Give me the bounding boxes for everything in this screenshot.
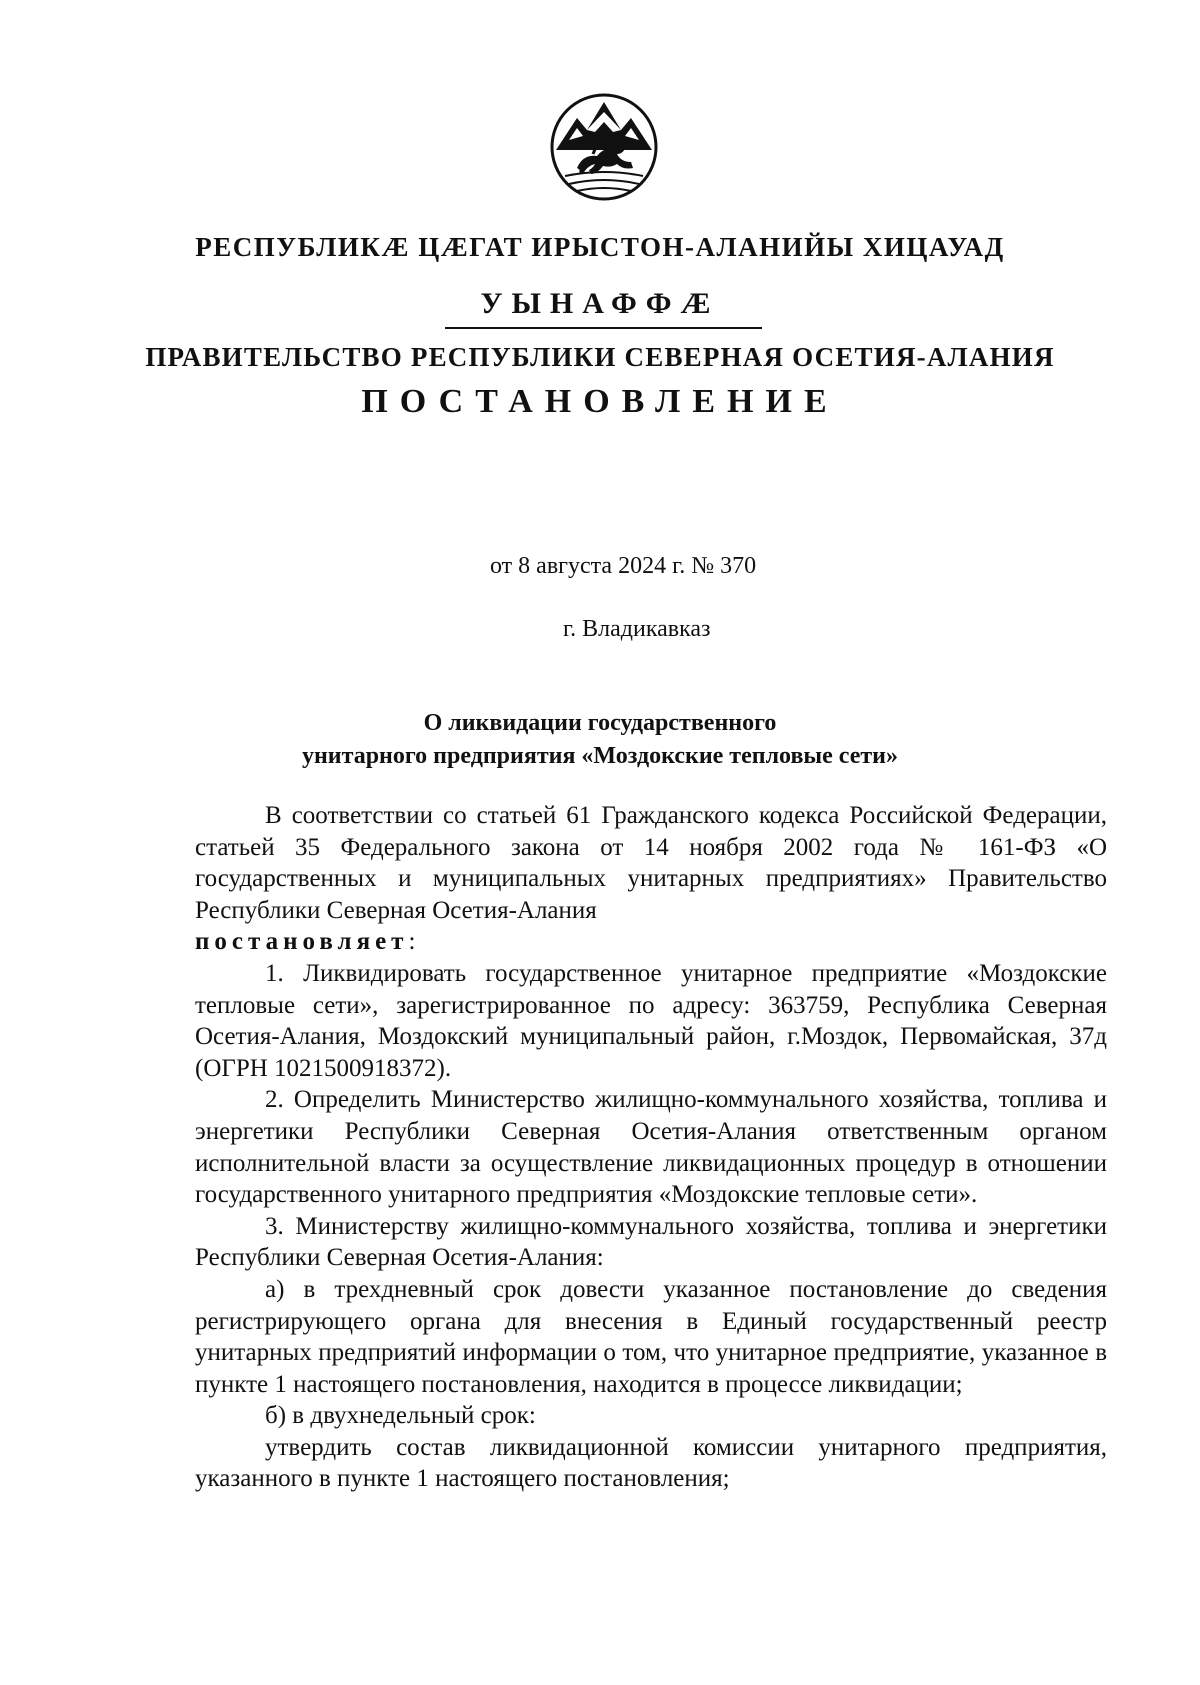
decree-word: постановляет: [195, 928, 409, 956]
document-city: г. Владикавказ: [563, 616, 711, 642]
paragraph-item-3: 3. Министерству жилищно-коммунального хозяйства, топлива и энергетики Республики Северная Осетия-Алания:: [195, 1212, 1107, 1272]
coat-of-arms-emblem: [547, 88, 661, 206]
coat-of-arms-icon: [547, 88, 661, 206]
ossetian-document-title: УЫНАФФÆ: [480, 287, 720, 320]
document-date-number: от 8 августа 2024 г. № 370: [490, 553, 757, 579]
subject-line-2: унитарного предприятия «Моздокские тепловые сети»: [301, 743, 899, 769]
ossetian-government-heading: РЕСПУБЛИКÆ ЦÆГАТ ИРЫСТОН-АЛАНИЙЫ ХИЦАУАД: [195, 232, 1005, 262]
subject-line-1: О ликвидации государственного: [423, 710, 777, 736]
document-subject: [0, 707, 1200, 773]
decree-colon: :: [408, 928, 416, 956]
preamble-paragraph: [195, 800, 1107, 958]
paragraph-item-1: 1. Ликвидировать государственное унитарное предприятие «Моздокские тепловые сети», зарегистрированное по адресу: 363759, Республика Северная Осетия-Алания, Моздокский муниципальный район, г.Моздок, Первомайская, 37д (ОГРН 1021500918372).: [195, 959, 1107, 1082]
preamble-text: В соответствии со статьей 61 Гражданского кодекса Российской Федерации, статьей 35 Федерального закона от 14 ноября 2002 года № 161-ФЗ «О государственных и муниципальных унитарных предприятиях» Правительство Республики Северная Осетия-Алания: [195, 802, 1107, 924]
paragraph-item-3a: а) в трехдневный срок довести указанное постановление до сведения регистрирующего органа для внесения в Единый государственный реестр унитарных предприятий информации о том, что унитарное предприятие, указанное в пункте 1 настоящего постановления, находится в процессе ликвидации;: [195, 1275, 1107, 1398]
paragraph-item-2: 2. Определить Министерство жилищно-коммунального хозяйства, топлива и энергетики Республики Северная Осетия-Алания ответственным органом исполнительной власти за осуществление ликвидационных процедур в отношении государственного унитарного предприятия «Моздокские тепловые сети».: [195, 1086, 1107, 1209]
document-body: [195, 800, 1107, 1495]
russian-document-title: ПОСТАНОВЛЕНИЕ: [361, 383, 839, 420]
russian-government-heading: ПРАВИТЕЛЬСТВО РЕСПУБЛИКИ СЕВЕРНАЯ ОСЕТИЯ-АЛАНИЯ: [145, 342, 1055, 372]
paragraph-item-3b: б) в двухнедельный срок:: [265, 1402, 536, 1430]
paragraph-item-3b-text: утвердить состав ликвидационной комиссии унитарного предприятия, указанного в пункте 1 настоящего постановления;: [195, 1433, 1107, 1493]
header-divider: [445, 327, 762, 329]
